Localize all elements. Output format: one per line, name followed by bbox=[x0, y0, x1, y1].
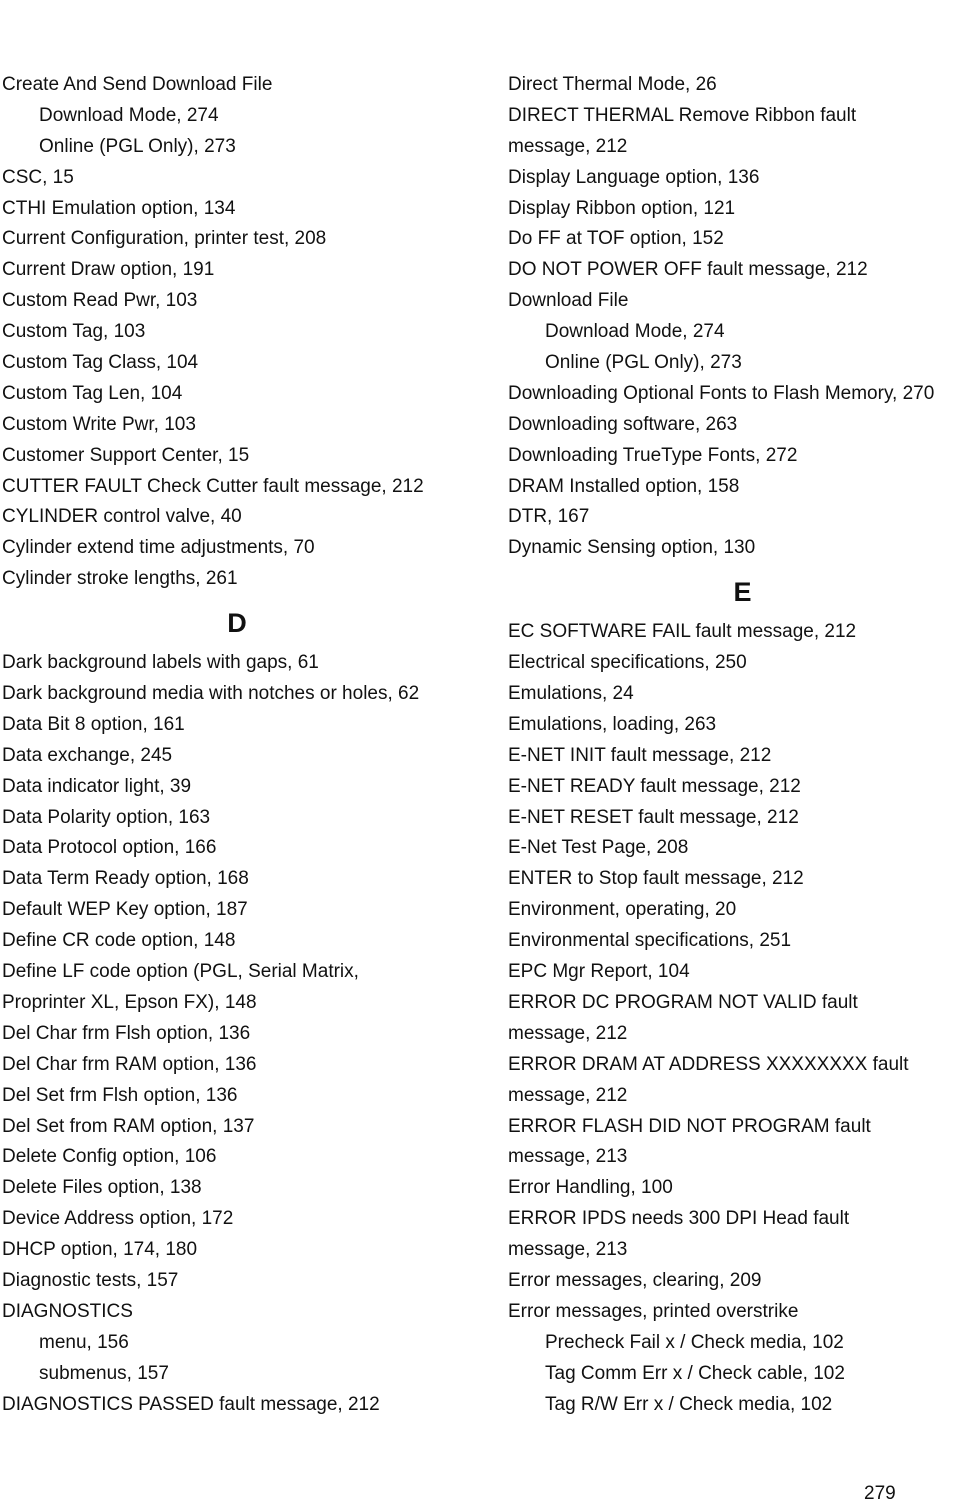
index-entry: Data Bit 8 option, 161 bbox=[2, 713, 185, 735]
index-entry: CTHI Emulation option, 134 bbox=[2, 197, 236, 219]
index-subentry: Online (PGL Only), 273 bbox=[545, 352, 742, 374]
index-entry: Downloading Optional Fonts to Flash Memory, 270 bbox=[508, 382, 935, 404]
index-entry: E-NET INIT fault message, 212 bbox=[508, 744, 772, 766]
index-entry: Diagnostic tests, 157 bbox=[2, 1269, 179, 1291]
index-entry: Del Char frm RAM option, 136 bbox=[2, 1053, 257, 1075]
index-entry: Data Term Ready option, 168 bbox=[2, 868, 249, 890]
index-entry: CUTTER FAULT Check Cutter fault message, 212 bbox=[2, 475, 424, 497]
index-entry: DRAM Installed option, 158 bbox=[508, 475, 740, 497]
index-entry: EC SOFTWARE FAIL fault message, 212 bbox=[508, 621, 857, 643]
index-entry: message, 212 bbox=[508, 1022, 628, 1044]
index-entry: Device Address option, 172 bbox=[2, 1208, 234, 1230]
index-entry: Dark background labels with gaps, 61 bbox=[2, 652, 319, 674]
index-entry: Proprinter XL, Epson FX), 148 bbox=[2, 991, 257, 1013]
index-entry: Data Protocol option, 166 bbox=[2, 837, 217, 859]
index-entry: CYLINDER control valve, 40 bbox=[2, 506, 242, 528]
index-entry: Data indicator light, 39 bbox=[2, 775, 192, 797]
index-column-left bbox=[2, 70, 472, 1420]
index-entry: message, 212 bbox=[508, 135, 628, 157]
index-entry: Display Ribbon option, 121 bbox=[508, 197, 736, 219]
index-entry: DIRECT THERMAL Remove Ribbon fault bbox=[508, 104, 857, 126]
index-entry: Cylinder stroke lengths, 261 bbox=[2, 568, 238, 590]
page-number: 279 bbox=[864, 1483, 896, 1504]
index-entry: E-NET RESET fault message, 212 bbox=[508, 806, 799, 828]
index-entry: DIAGNOSTICS bbox=[2, 1300, 133, 1322]
index-entry: Define CR code option, 148 bbox=[2, 930, 236, 952]
index-entry: Del Char frm Flsh option, 136 bbox=[2, 1022, 251, 1044]
index-column-right bbox=[508, 70, 977, 1420]
index-subentry: Online (PGL Only), 273 bbox=[39, 135, 236, 157]
index-entry: Del Set from RAM option, 137 bbox=[2, 1115, 255, 1137]
index-entry: Current Configuration, printer test, 208 bbox=[2, 228, 327, 250]
index-entry: Environmental specifications, 251 bbox=[508, 930, 792, 952]
index-entry: DO NOT POWER OFF fault message, 212 bbox=[508, 259, 868, 281]
index-entry: Direct Thermal Mode, 26 bbox=[508, 74, 717, 95]
index-entry: ERROR DC PROGRAM NOT VALID fault bbox=[508, 991, 858, 1013]
index-entry: Custom Tag Class, 104 bbox=[2, 352, 199, 374]
index-entry: CSC, 15 bbox=[2, 166, 74, 188]
index-entry: Error Handling, 100 bbox=[508, 1177, 673, 1199]
index-subentry: submenus, 157 bbox=[39, 1362, 169, 1384]
index-entry: Electrical specifications, 250 bbox=[508, 652, 747, 674]
index-entry: Dark background media with notches or holes, 62 bbox=[2, 683, 420, 705]
index-entry: ENTER to Stop fault message, 212 bbox=[508, 868, 804, 890]
index-subentry: Tag Comm Err x / Check cable, 102 bbox=[545, 1362, 845, 1384]
index-entry: DHCP option, 174, 180 bbox=[2, 1239, 198, 1261]
index-entry: Customer Support Center, 15 bbox=[2, 444, 250, 466]
index-entry: Current Draw option, 191 bbox=[2, 259, 215, 281]
index-entry: ERROR FLASH DID NOT PROGRAM fault bbox=[508, 1115, 871, 1137]
index-entry: DTR, 167 bbox=[508, 506, 590, 528]
index-entry: Downloading TrueType Fonts, 272 bbox=[508, 444, 798, 466]
index-entry: Create And Send Download File bbox=[2, 74, 273, 95]
index-section-letter: D bbox=[227, 608, 247, 639]
index-entry: Define LF code option (PGL, Serial Matrix, bbox=[2, 961, 359, 983]
index-entry: Delete Config option, 106 bbox=[2, 1146, 217, 1168]
index-entry: E-Net Test Page, 208 bbox=[508, 837, 689, 859]
index-entry: Emulations, loading, 263 bbox=[508, 713, 717, 735]
index-entry: message, 212 bbox=[508, 1084, 628, 1106]
index-entry: message, 213 bbox=[508, 1146, 628, 1168]
index-subentry: Download Mode, 274 bbox=[39, 104, 219, 126]
index-subentry: Tag R/W Err x / Check media, 102 bbox=[545, 1393, 833, 1415]
index-entry: E-NET READY fault message, 212 bbox=[508, 775, 801, 797]
index-subentry: Download Mode, 274 bbox=[545, 321, 725, 343]
index-entry: DIAGNOSTICS PASSED fault message, 212 bbox=[2, 1393, 380, 1415]
index-entry: Environment, operating, 20 bbox=[508, 899, 737, 921]
index-entry: Data exchange, 245 bbox=[2, 744, 173, 766]
index-entry: Custom Write Pwr, 103 bbox=[2, 413, 196, 435]
index-entry: message, 213 bbox=[508, 1239, 628, 1261]
index-entry: Custom Tag Len, 104 bbox=[2, 382, 183, 404]
index-entry: Download File bbox=[508, 290, 629, 312]
index-entry: Downloading software, 263 bbox=[508, 413, 738, 435]
index-entry: Delete Files option, 138 bbox=[2, 1177, 202, 1199]
index-entry: Error messages, clearing, 209 bbox=[508, 1269, 762, 1291]
index-entry: Emulations, 24 bbox=[508, 683, 634, 705]
index-entry: ERROR IPDS needs 300 DPI Head fault bbox=[508, 1208, 850, 1230]
index-entry: Default WEP Key option, 187 bbox=[2, 899, 248, 921]
index-entry: ERROR DRAM AT ADDRESS XXXXXXXX fault bbox=[508, 1053, 909, 1075]
index-entry: Cylinder extend time adjustments, 70 bbox=[2, 537, 315, 559]
index-entry: Custom Tag, 103 bbox=[2, 321, 146, 343]
index-entry: Del Set frm Flsh option, 136 bbox=[2, 1084, 238, 1106]
index-section-letter: E bbox=[733, 577, 752, 608]
index-subentry: menu, 156 bbox=[39, 1331, 129, 1353]
index-entry: Display Language option, 136 bbox=[508, 166, 760, 188]
index-entry: Data Polarity option, 163 bbox=[2, 806, 211, 828]
index-subentry: Precheck Fail x / Check media, 102 bbox=[545, 1331, 844, 1353]
index-entry: EPC Mgr Report, 104 bbox=[508, 961, 690, 983]
index-entry: Error messages, printed overstrike bbox=[508, 1300, 799, 1322]
index-entry: Custom Read Pwr, 103 bbox=[2, 290, 198, 312]
index-entry: Dynamic Sensing option, 130 bbox=[508, 537, 756, 559]
index-entry: Do FF at TOF option, 152 bbox=[508, 228, 724, 250]
